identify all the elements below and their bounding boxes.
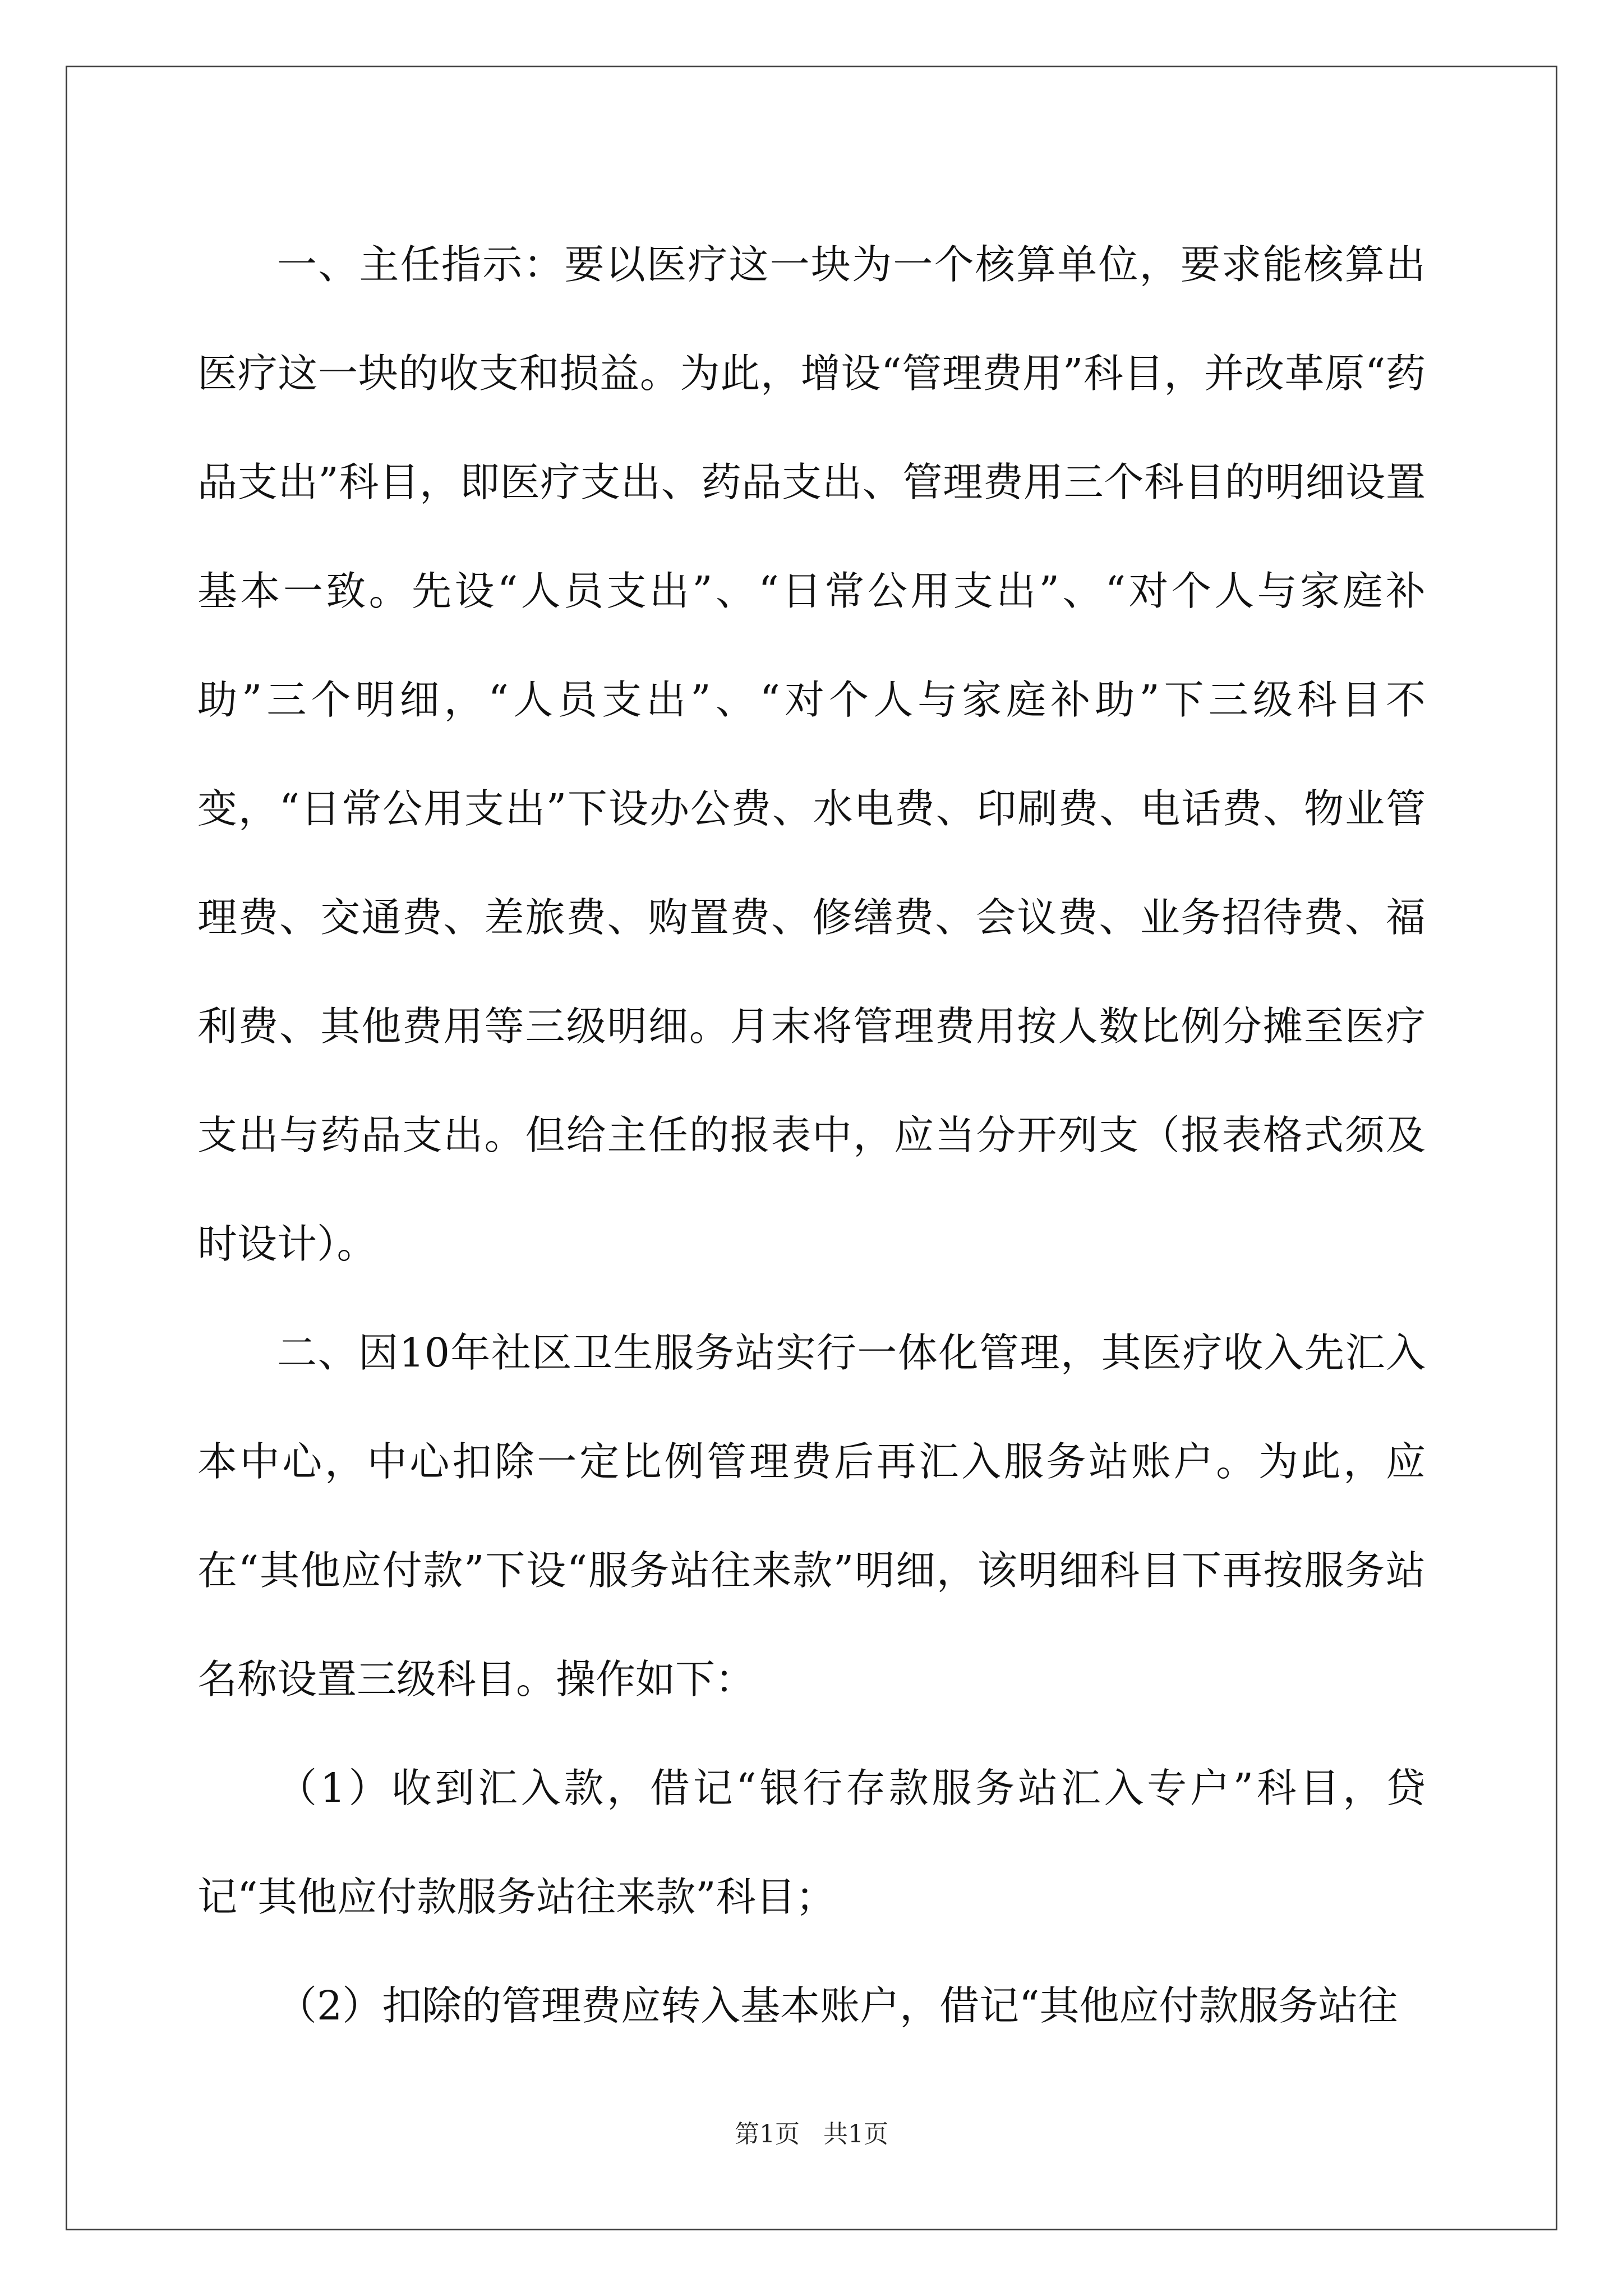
paragraph-4: （2）扣除的管理费应转入基本账户，借记“其他应付款服务站往 bbox=[277, 1982, 1398, 2029]
paragraph-1: 一、主任指示：要以医疗这一块为一个核算单位，要求能核算出医疗这一块的收支和损益。为此，增设“管理费用”科目，并改革原“药品支出”科目，即医疗支出、药品支出、管理费用三个科目的明细设置基本一致。先设“人员支出”、“日常公用支出”、“对个人与家庭补助”三个明细，“人员支出”、“对个人与家庭补助”下三级科目不变，“日常公用支出”下设办公费、水电费、印刷费、电话费、物业管理费、交通费、差旅费、购置费、修缮费、会议费、业务招待费、福利费、其他费用等三级明细。月末将管理费用按人数比例分摊至医疗支出与药品支出。但给主任的报表中，应当分开列支（报表格式须及时设计）。 bbox=[197, 241, 1426, 1267]
paragraph-3: （1）收到汇入款，借记“银行存款服务站汇入专户”科目，贷记“其他应付款服务站往来款”科目； bbox=[197, 1765, 1426, 1920]
paragraph-2: 二、因10年社区卫生服务站实行一体化管理，其医疗收入先汇入本中心，中心扣除一定比例管理费后再汇入服务站账户。为此，应在“其他应付款”下设“服务站往来款”明细，该明细科目下再按服务站名称设置三级科目。操作如下： bbox=[197, 1329, 1426, 1703]
page-footer: 第1页 共1页 bbox=[735, 2120, 888, 2148]
document-body bbox=[197, 210, 1426, 2060]
